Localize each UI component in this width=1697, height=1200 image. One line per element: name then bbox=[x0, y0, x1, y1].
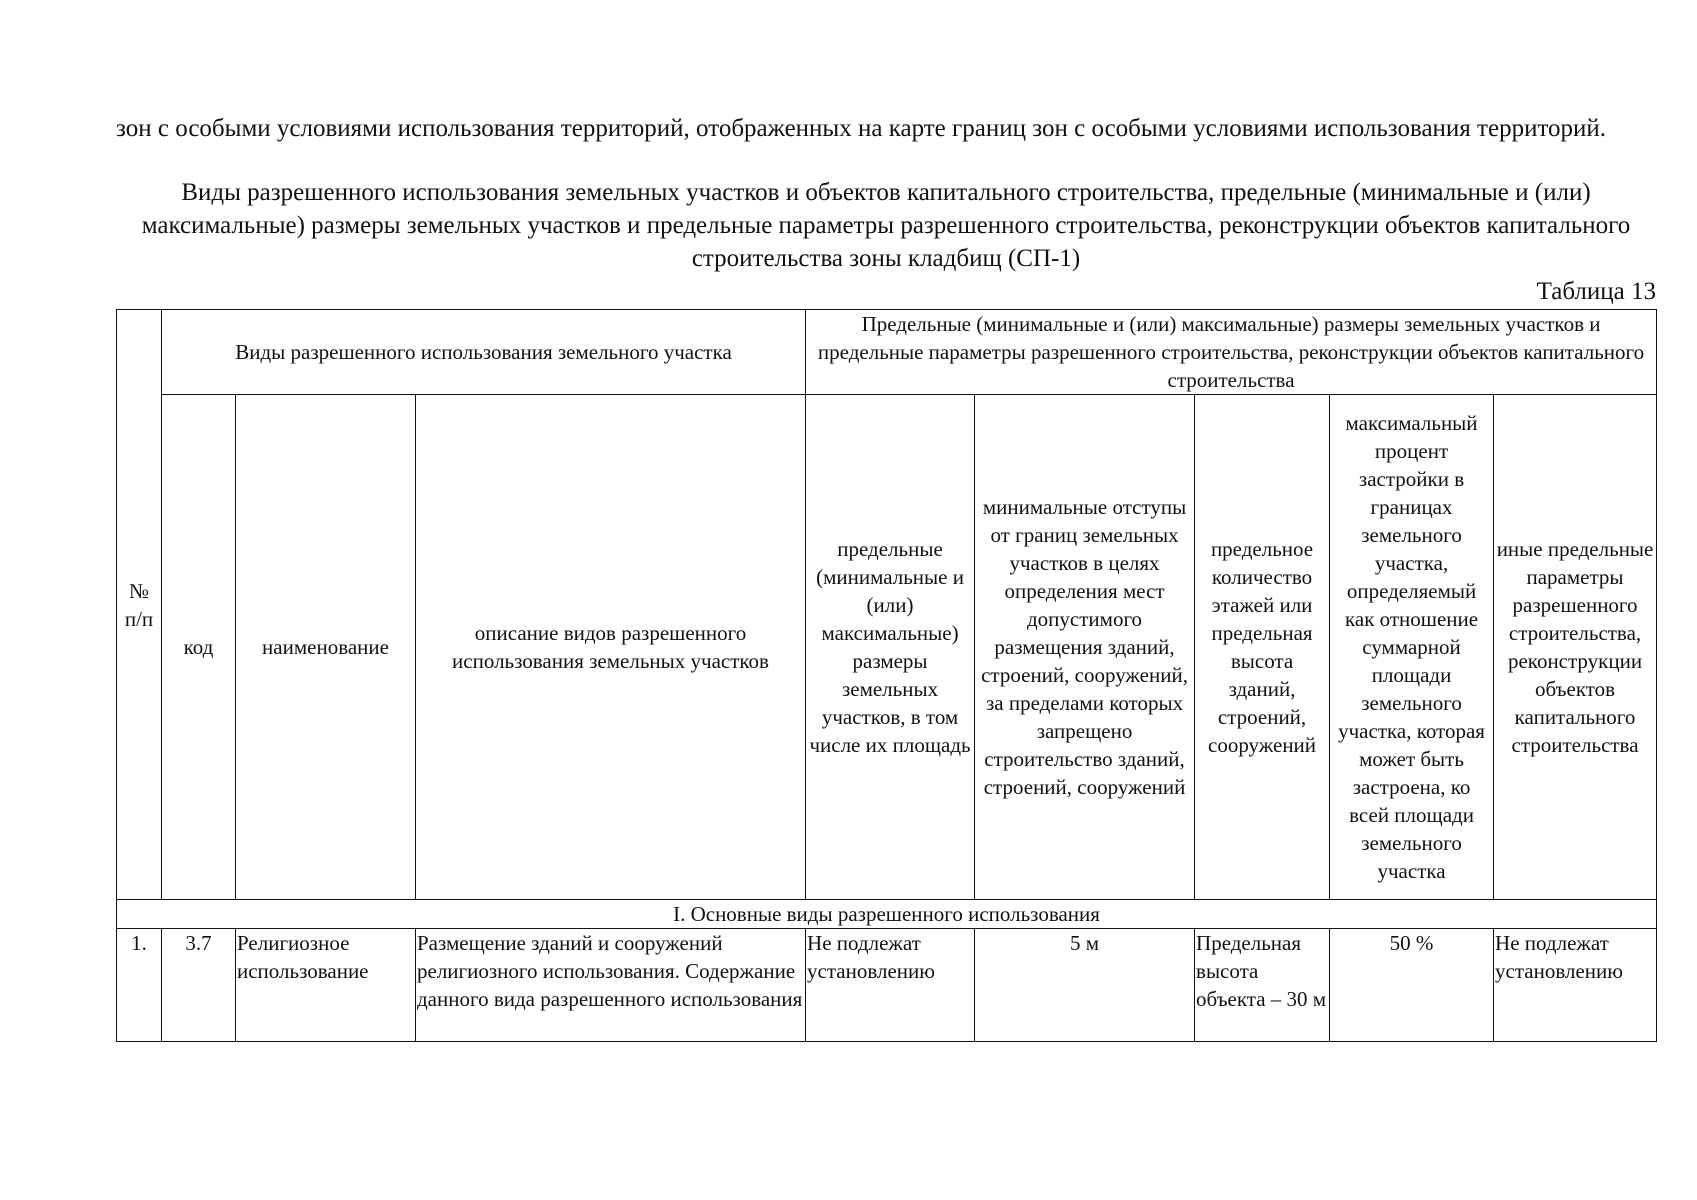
header-plot-size: предельные (минимальные и (или) максимальные) размеры земельных участков, в том числе их площадь bbox=[806, 395, 975, 900]
section-row bbox=[117, 900, 1657, 929]
regulations-table bbox=[116, 309, 1657, 1042]
header-setbacks: минимальные отступы от границ земельных участков в целях определения мест допустимого размещения зданий, строений, сооружений, за пределами которых запрещено строительство зданий, строений, сооружений bbox=[975, 395, 1195, 900]
header-limits-group: Предельные (минимальные и (или) максимальные) размеры земельных участков и предельные параметры разрешенного строительства, реконструкции объектов капитального строительства bbox=[806, 310, 1657, 395]
cell-num: 1. bbox=[117, 929, 162, 1042]
header-group-row bbox=[117, 310, 1657, 395]
cell-other: Не подлежат установлению bbox=[1494, 929, 1657, 1042]
intro-paragraph: зон с особыми условиями использования территорий, отображенных на карте границ зон с особыми условиями использования территорий. bbox=[116, 115, 1607, 142]
cell-coverage: 50 % bbox=[1330, 929, 1494, 1042]
header-columns-row bbox=[117, 395, 1657, 900]
header-coverage: максимальный процент застройки в границах земельного участка, определяемый как отношение суммарной площади земельного участка, которая может быть застроена, ко всей площади земельного участка bbox=[1330, 395, 1494, 900]
cell-plot-size: Не подлежат установлению bbox=[806, 929, 975, 1042]
header-other: иные предельные параметры разрешенного строительства, реконструкции объектов капитального строительства bbox=[1494, 395, 1657, 900]
document-title: Виды разрешенного использования земельных участков и объектов капитального строительства, предельные (минимальные и (или) максимальные) размеры земельных участков и предельные параметры разрешенного строительства, реконструкции объектов капитального строительства зоны кладбищ (СП-1) bbox=[141, 179, 1631, 272]
cell-floors: Предельная высота объекта – 30 м bbox=[1195, 929, 1330, 1042]
document-page bbox=[116, 112, 1656, 1042]
cell-setbacks: 5 м bbox=[975, 929, 1195, 1042]
table-caption: Таблица 13 bbox=[1536, 278, 1656, 305]
cell-code: 3.7 bbox=[162, 929, 236, 1042]
table-row bbox=[117, 929, 1657, 1042]
header-floors: предельное количество этажей или предельная высота зданий, строений, сооружений bbox=[1195, 395, 1330, 900]
header-code: код bbox=[162, 395, 236, 900]
header-description: описание видов разрешенного использования земельных участков bbox=[416, 395, 806, 900]
cell-description: Размещение зданий и сооружений религиозного использования. Содержание данного вида разрешенного использования bbox=[416, 929, 806, 1042]
cell-name: Религиозное использование bbox=[236, 929, 416, 1042]
header-land-use-group: Виды разрешенного использования земельного участка bbox=[162, 310, 806, 395]
header-num: № п/п bbox=[117, 310, 162, 900]
section-title: I. Основные виды разрешенного использования bbox=[117, 900, 1657, 929]
header-name: наименование bbox=[236, 395, 416, 900]
